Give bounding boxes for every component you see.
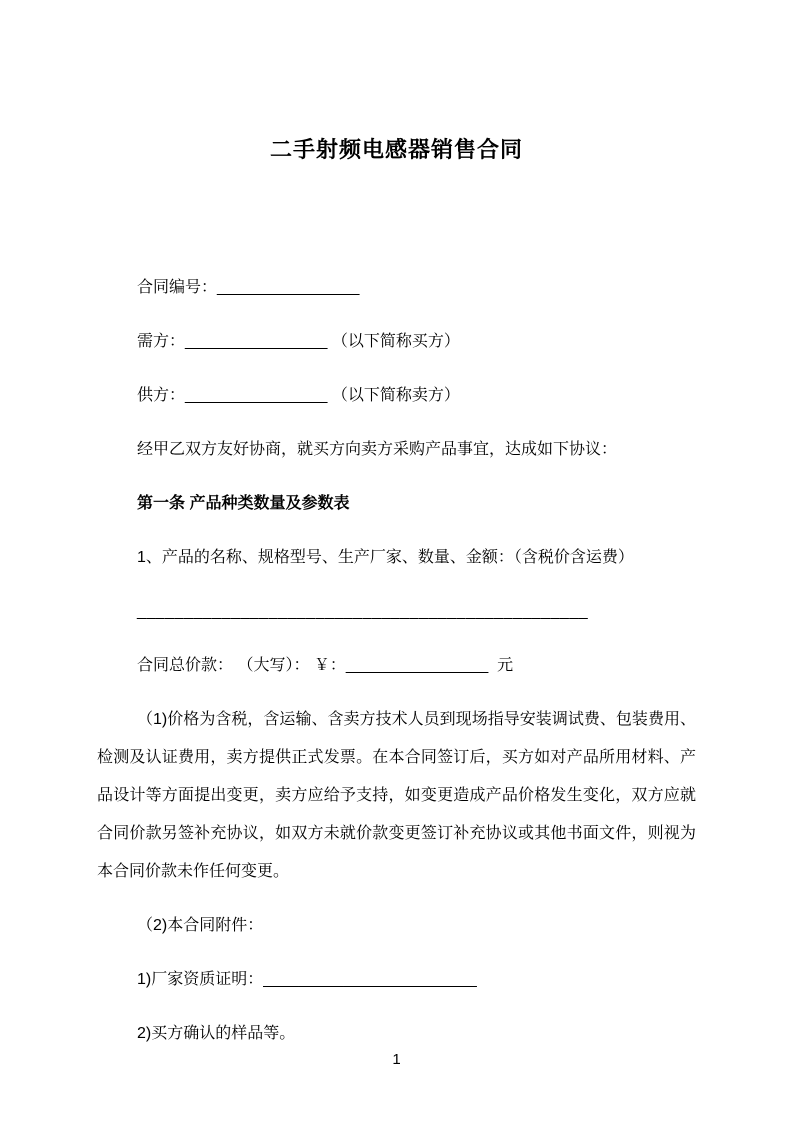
clause1-paragraph: （1)价格为含税，含运输、含卖方技术人员到现场指导安装调试费、包装费用、检测及认证费用，卖方提供正式发票。在本合同签订后，买方如对产品所用材料、产品设计等方面提出变更，卖方应给予支持，如变更造成产品价格发生变化，双方应就合同价款另签补充协议，如双方未就价款变更签订补充协议或其他书面文件，则视为本合同价款未作任何变更。 [97, 711, 696, 880]
item1-line: 1、产品的名称、规格型号、生产厂家、数量、金额：（含税价含运费） [137, 549, 634, 566]
total-price-line: 合同总价款： （大写）： ￥：________________ 元 [137, 657, 514, 674]
intro-line: 经甲乙双方友好协商，就买方向卖方采购产品事宜，达成如下协议： [137, 441, 618, 458]
seller-line: 供方：________________ （以下简称卖方） [137, 387, 460, 404]
clause2-heading: （2)本合同附件： [137, 917, 264, 934]
attachment1-line: 1)厂家资质证明：________________________ [137, 971, 477, 988]
page-number: 1 [392, 1051, 401, 1068]
attachment2-line: 2)买方确认的样品等。 [137, 1025, 296, 1042]
article1-heading: 第一条 产品种类数量及参数表 [137, 495, 350, 512]
buyer-line: 需方：________________ （以下简称买方） [137, 333, 460, 350]
fill-in-blank-line: ________________________________________________ [137, 603, 589, 620]
document-title: 二手射频电感器销售合同 [269, 137, 523, 162]
contract-number-line: 合同编号：________________ [137, 279, 360, 296]
